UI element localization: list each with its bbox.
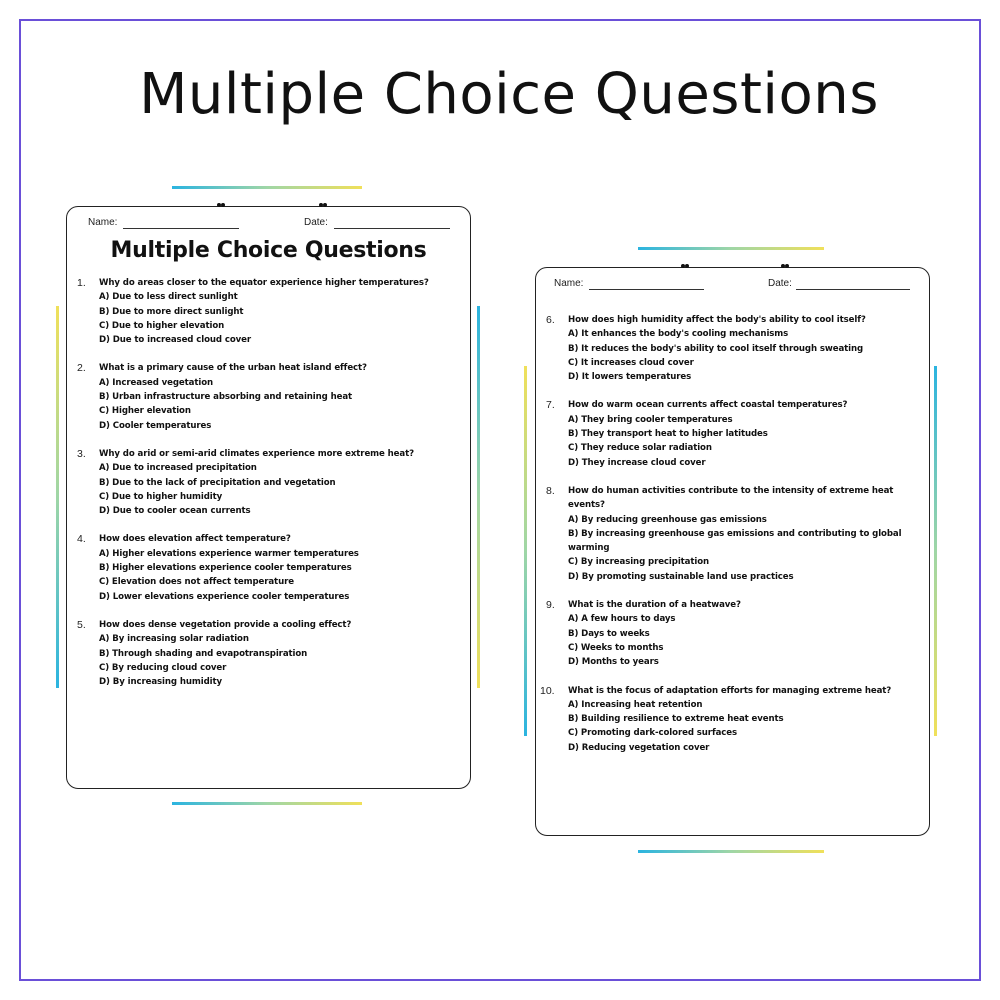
answer-option: B) Days to weeks bbox=[568, 628, 650, 639]
answer-option: D) Reducing vegetation cover bbox=[568, 742, 710, 753]
page-title: Multiple Choice Questions bbox=[139, 62, 879, 127]
answer-option: A) Increased vegetation bbox=[99, 377, 214, 388]
worksheet-title: Multiple Choice Questions bbox=[110, 238, 427, 263]
answer-option: C) Due to higher elevation bbox=[99, 320, 225, 331]
decor-line-top-right bbox=[638, 247, 824, 250]
answer-option: B) Higher elevations experience cooler temperatures bbox=[99, 563, 352, 574]
decor-line-bottom-left bbox=[172, 802, 362, 805]
question-item bbox=[67, 618, 467, 689]
answer-option: B) By increasing greenhouse gas emissions and contributing to global warming bbox=[568, 528, 902, 554]
question-item bbox=[67, 532, 467, 603]
answer-option: D) They increase cloud cover bbox=[568, 457, 706, 468]
answer-option: D) By promoting sustainable land use practices bbox=[568, 571, 794, 582]
answer-option: A) By increasing solar radiation bbox=[99, 634, 249, 645]
answer-option: A) Due to increased precipitation bbox=[99, 463, 257, 474]
question-text: What is a primary cause of the urban heat island effect? bbox=[99, 363, 367, 374]
date-label: Date: bbox=[304, 217, 328, 228]
question-number: 8. bbox=[546, 484, 555, 497]
answer-option: D) By increasing humidity bbox=[99, 677, 222, 688]
name-field[interactable] bbox=[123, 228, 239, 229]
decor-line-left-outer bbox=[56, 306, 59, 688]
answer-option: C) Elevation does not affect temperature bbox=[99, 577, 294, 588]
question-number: 3. bbox=[77, 447, 86, 460]
answer-option: A) Due to less direct sunlight bbox=[99, 292, 238, 303]
question-number: 5. bbox=[77, 618, 86, 631]
decor-line-left-inner bbox=[477, 306, 480, 688]
question-text: How do human activities contribute to the intensity of extreme heat events? bbox=[568, 485, 894, 511]
question-text: How does high humidity affect the body's ability to cool itself? bbox=[568, 315, 866, 325]
answer-option: B) It reduces the body's ability to cool itself through sweating bbox=[568, 343, 864, 354]
answer-option: D) Lower elevations experience cooler temperatures bbox=[99, 591, 350, 602]
question-item bbox=[536, 313, 921, 384]
answer-option: D) Due to cooler ocean currents bbox=[99, 506, 251, 517]
question-number: 1. bbox=[77, 277, 86, 289]
answer-option: D) Due to increased cloud cover bbox=[99, 335, 252, 346]
decor-line-top-left bbox=[172, 186, 362, 189]
question-item bbox=[536, 398, 921, 469]
question-number: 2. bbox=[77, 362, 86, 375]
name-label: Name: bbox=[88, 217, 118, 228]
answer-option: A) It enhances the body's cooling mechanisms bbox=[568, 329, 789, 340]
question-number: 4. bbox=[77, 533, 86, 546]
decor-line-right-inner bbox=[524, 366, 527, 736]
question-list bbox=[536, 313, 921, 769]
answer-option: C) It increases cloud cover bbox=[568, 357, 694, 368]
answer-option: B) Due to more direct sunlight bbox=[99, 306, 244, 317]
question-item bbox=[67, 276, 467, 347]
answer-option: D) Cooler temperatures bbox=[99, 420, 212, 431]
answer-option: B) Urban infrastructure absorbing and retaining heat bbox=[99, 392, 353, 403]
question-text: How does elevation affect temperature? bbox=[99, 534, 291, 545]
answer-option: D) It lowers temperatures bbox=[568, 372, 692, 383]
question-text: Why do arid or semi-arid climates experience more extreme heat? bbox=[99, 448, 414, 459]
question-number: 9. bbox=[546, 599, 555, 612]
question-text: How do warm ocean currents affect coastal temperatures? bbox=[568, 400, 848, 411]
answer-option: A) A few hours to days bbox=[568, 614, 676, 625]
decor-line-bottom-right bbox=[638, 850, 824, 853]
date-label: Date: bbox=[768, 278, 792, 289]
question-item bbox=[67, 447, 467, 518]
binder-ring-icon bbox=[681, 264, 689, 269]
answer-option: B) They transport heat to higher latitudes bbox=[568, 429, 768, 440]
binder-ring-icon bbox=[781, 264, 789, 269]
answer-option: B) Building resilience to extreme heat events bbox=[568, 714, 784, 725]
answer-option: D) Months to years bbox=[568, 657, 659, 668]
answer-option: C) They reduce solar radiation bbox=[568, 443, 712, 454]
answer-option: A) They bring cooler temperatures bbox=[568, 414, 733, 425]
date-field[interactable] bbox=[334, 228, 450, 229]
answer-option: A) By reducing greenhouse gas emissions bbox=[568, 514, 767, 525]
question-item bbox=[536, 484, 921, 584]
answer-option: A) Increasing heat retention bbox=[568, 699, 703, 710]
answer-option: A) Higher elevations experience warmer temperatures bbox=[99, 548, 359, 559]
answer-option: C) By increasing precipitation bbox=[568, 557, 710, 568]
question-item bbox=[67, 361, 467, 432]
answer-option: B) Through shading and evapotranspiration bbox=[99, 648, 308, 659]
question-number: 7. bbox=[546, 399, 555, 412]
answer-option: C) Promoting dark-colored surfaces bbox=[568, 728, 738, 739]
answer-option: B) Due to the lack of precipitation and vegetation bbox=[99, 477, 336, 488]
answer-option: C) Higher elevation bbox=[99, 406, 191, 417]
question-list bbox=[67, 276, 467, 703]
name-field[interactable] bbox=[589, 289, 704, 290]
decor-line-right-outer bbox=[934, 366, 937, 736]
answer-option: C) Due to higher humidity bbox=[99, 491, 223, 502]
binder-ring-icon bbox=[319, 203, 327, 208]
date-field[interactable] bbox=[796, 289, 910, 290]
question-text: What is the duration of a heatwave? bbox=[568, 600, 741, 611]
question-text: How does dense vegetation provide a cooling effect? bbox=[99, 619, 352, 630]
question-number: 10. bbox=[540, 684, 555, 697]
question-item bbox=[536, 598, 921, 669]
question-text: Why do areas closer to the equator experience higher temperatures? bbox=[99, 278, 429, 288]
name-label: Name: bbox=[554, 278, 584, 289]
question-number: 6. bbox=[546, 314, 555, 326]
question-text: What is the focus of adaptation efforts for managing extreme heat? bbox=[568, 685, 892, 696]
answer-option: C) By reducing cloud cover bbox=[99, 662, 227, 673]
binder-ring-icon bbox=[217, 203, 225, 208]
worksheet-right bbox=[535, 267, 930, 836]
question-item bbox=[536, 684, 921, 755]
answer-option: C) Weeks to months bbox=[568, 642, 664, 653]
worksheet-left bbox=[66, 206, 471, 789]
